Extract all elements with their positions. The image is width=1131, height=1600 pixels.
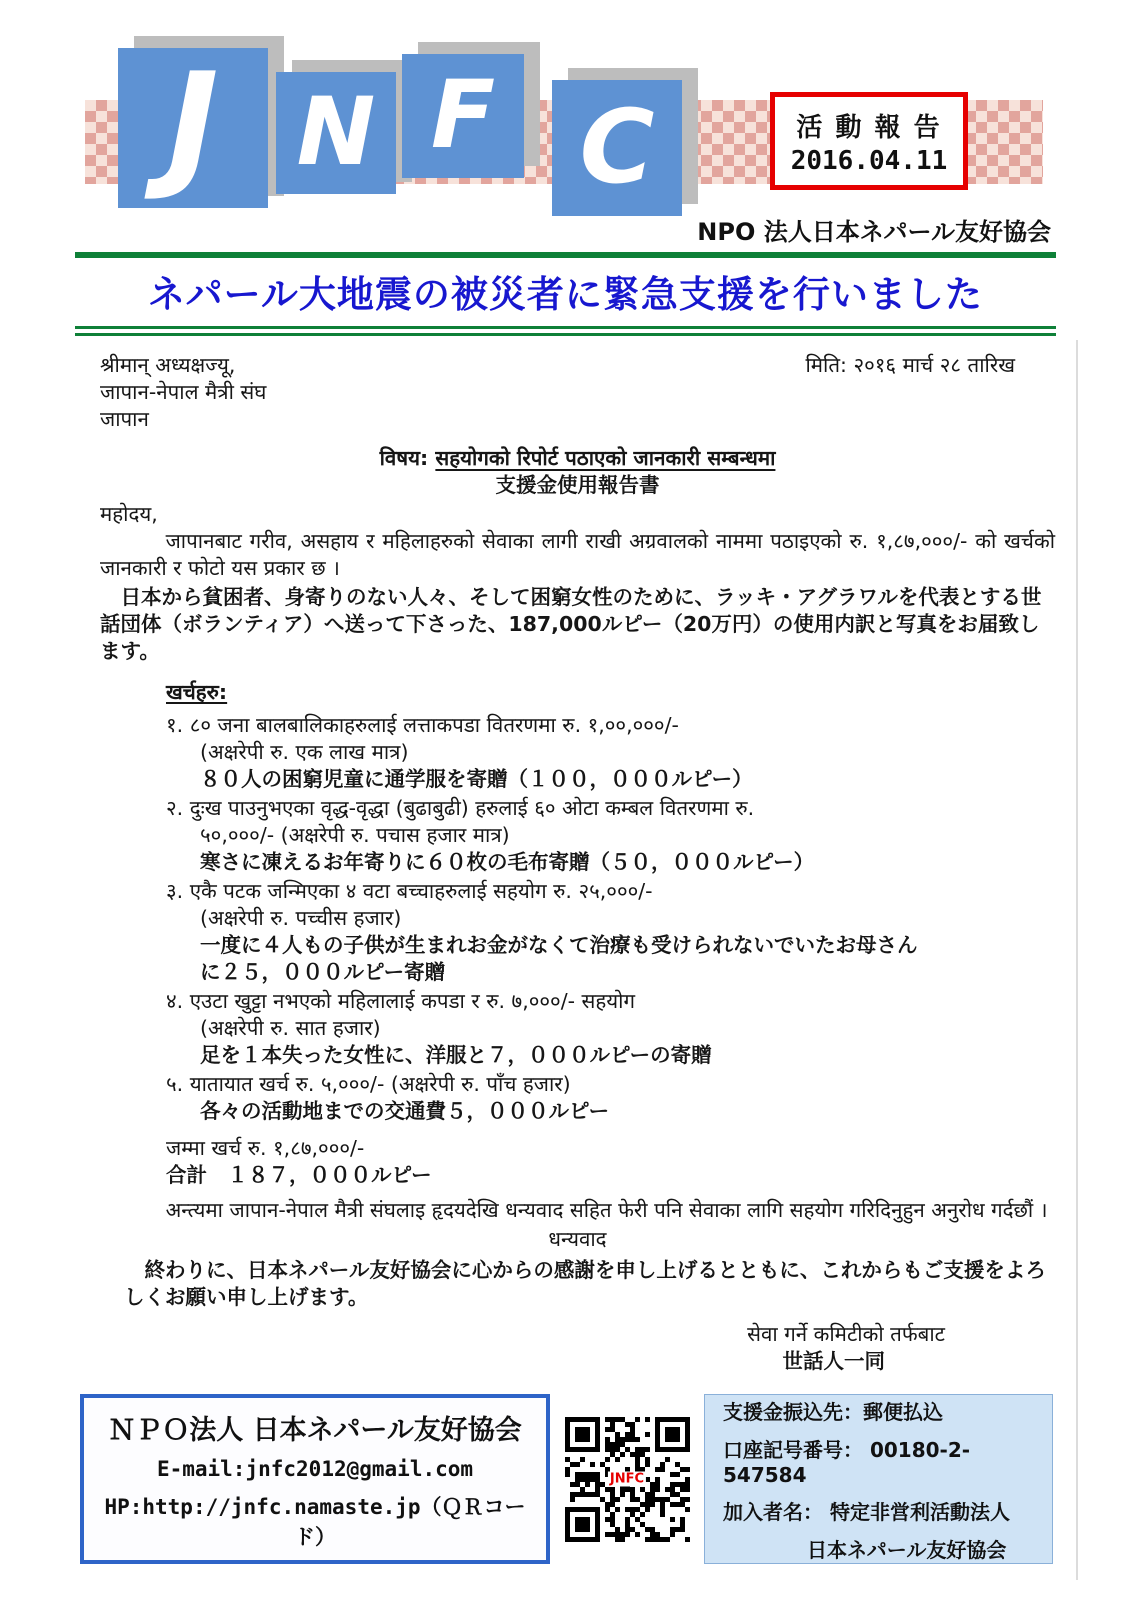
footer [80, 1394, 1053, 1564]
qr-label: JNFC [609, 1471, 645, 1487]
date-line: मिति: २०१६ मार्च २८ तारिख [805, 353, 1015, 377]
address-date-row [100, 352, 1055, 379]
title-banner [75, 252, 1056, 336]
subject-ja: 支援金使用報告書 [495, 473, 660, 497]
closing-paragraph-np: अन्त्यमा जापान-नेपाल मैत्री संघलाइ हृदयदेखि धन्यवाद सहित फेरी पनि सेवाका लागि सहयोग गरिदिनुहुन अनुरोध गर्दछौं । [165, 1198, 1048, 1222]
recipient-line-1: श्रीमान् अध्यक्षज्यू, [100, 353, 236, 377]
expense-line: 一度に４人もの子供が生まれお金がなくて治療も受けられないでいたお母さん [200, 933, 918, 957]
activity-report-box [770, 92, 968, 190]
salutation: महोदय, [100, 502, 158, 526]
expense-line: १. ८० जना बालबालिकाहरुलाई लत्ताकपडा वितरणमा रु. १,००,०००/- [166, 713, 679, 737]
expense-line: に２５，０００ルピー寄贈 [200, 960, 446, 984]
contact-email: E-mail:jnfc2012@gmail.com [156, 1456, 474, 1481]
expense-line: ४. एउटा खुट्टा नभएको महिलालाई कपडा र रु. ७,०००/- सहयोग [166, 989, 636, 1013]
logo-letter: J [167, 43, 219, 204]
expense-line: ８０人の困窮児童に通学服を寄贈（１００，０００ルピー） [200, 767, 753, 791]
signature-np: सेवा गर्ने कमिटीको तर्फबाट [747, 1322, 945, 1346]
expense-item-5 [166, 1071, 1055, 1125]
logo-letter: N [296, 78, 376, 187]
total-ja: 合計 １８７，０００ルピー [166, 1163, 432, 1187]
logo-letter: F [430, 61, 496, 170]
subject-line [100, 445, 1055, 472]
expense-line: (अक्षरेपी रु. पच्चीस हजार) [200, 906, 402, 930]
bank-line-4: 日本ネパール友好協会 [807, 1537, 1007, 1562]
expense-item-2 [166, 795, 1055, 876]
header [0, 0, 1131, 250]
thanks-line: धन्यवाद [548, 1227, 607, 1251]
logo-block-f [402, 54, 524, 178]
contact-box [80, 1394, 550, 1564]
recipient-line-2: जापान-नेपाल मैत्री संघ [100, 380, 267, 404]
expense-line: 各々の活動地までの交通費５，０００ルピー [200, 1099, 610, 1123]
total-np: जम्मा खर्च रु. १,८७,०००/- [166, 1136, 365, 1160]
subject-main: सहयोगको रिपोर्ट पठाएको जानकारी सम्बन्धमा [435, 446, 776, 470]
letter-body [100, 352, 1055, 1375]
logo-face [118, 43, 268, 208]
bank-line-3: 加入者名： 特定非営利活動法人 [723, 1499, 1010, 1524]
green-rule-bottom-1 [75, 326, 1056, 329]
signature-ja: 世話人一同 [782, 1349, 885, 1373]
report-label: 活 動 報 告 [796, 112, 942, 143]
subject-prefix: विषय: [379, 446, 436, 470]
expenses-heading: खर्चहरु: [166, 680, 228, 704]
qr-code [562, 1394, 692, 1564]
expense-item-4 [166, 988, 1055, 1069]
logo-face [402, 54, 524, 178]
banner-title: ネパール大地震の被災者に緊急支援を行いました [148, 273, 983, 316]
expense-line: ३. एकै पटक जन्मिएका ४ वटा बच्चाहरुलाई सहयोग रु. २५,०००/- [166, 879, 653, 903]
bank-line-2: 口座記号番号： 00180-2-547584 [723, 1437, 971, 1487]
logo-block-j [118, 43, 268, 208]
recipient-line-3: जापान [100, 407, 149, 431]
org-name: NPO 法人日本ネパール友好協会 [697, 218, 1051, 246]
logo-face [552, 80, 682, 216]
logo-letter: C [579, 88, 655, 207]
totals [166, 1135, 1055, 1189]
green-rule-bottom-2 [75, 333, 1056, 336]
closing-paragraph-ja: 終わりに、日本ネパール友好協会に心からの感謝を申し上げるとともに、これからもご支援をよろしくお願い申し上げます。 [124, 1258, 1046, 1309]
logo-block-n [276, 72, 396, 194]
expense-line: (अक्षरेपी रु. एक लाख मात्र) [200, 740, 409, 764]
expense-line: ५०,०००/- (अक्षरेपी रु. पचास हजार मात्र) [200, 823, 510, 847]
logo-block-c [552, 80, 682, 216]
expense-item-1 [166, 712, 1055, 793]
contact-hp: HP:http://jnfc.namaste.jp（ＱＲコード） [104, 1494, 526, 1549]
report-date: 2016.04.11 [790, 145, 948, 176]
logo-face [276, 72, 396, 194]
expense-line: ५. यातायात खर्च रु. ५,०००/- (अक्षरेपी रु. पाँच हजार) [166, 1072, 571, 1096]
expense-line: २. दुःख पाउनुभएका वृद्ध-वृद्धा (बुढाबुढी) हरुलाई ६० ओटा कम्बल वितरणमा रु. [166, 796, 755, 820]
expense-line: (अक्षरेपी रु. सात हजार) [200, 1016, 381, 1040]
intro-paragraph-np: जापानबाट गरीव, असहाय र महिलाहरुको सेवाका लागी राखी अग्रवालको नाममा पठाइएको रु. १,८७,०००/- को खर्चको जानकारी र फोटो यस प्रकार छ । [100, 529, 1055, 580]
expenses-section [166, 679, 1055, 1189]
intro-paragraph-ja: 日本から貧困者、身寄りのない人々、そして困窮女性のために、ラッキ・アグラワルを代表とする世話団体（ボランティア）へ送って下さった、187,000ルピー（20万円）の使用内訳と写真をお届致します。 [100, 585, 1042, 663]
expense-item-3 [166, 878, 1055, 986]
bank-line-1: 支援金振込先：郵便払込 [723, 1399, 943, 1424]
scan-artifact-line [1076, 340, 1078, 1580]
expense-line: 足を１本失った女性に、洋服と７，０００ルピーの寄贈 [200, 1043, 712, 1067]
expense-line: 寒さに凍えるお年寄りに６０枚の毛布寄贈（５０，０００ルピー） [200, 850, 815, 874]
contact-org: ＮＰＯ法人 日本ネパール友好協会 [108, 1414, 522, 1446]
bank-box [704, 1394, 1053, 1564]
